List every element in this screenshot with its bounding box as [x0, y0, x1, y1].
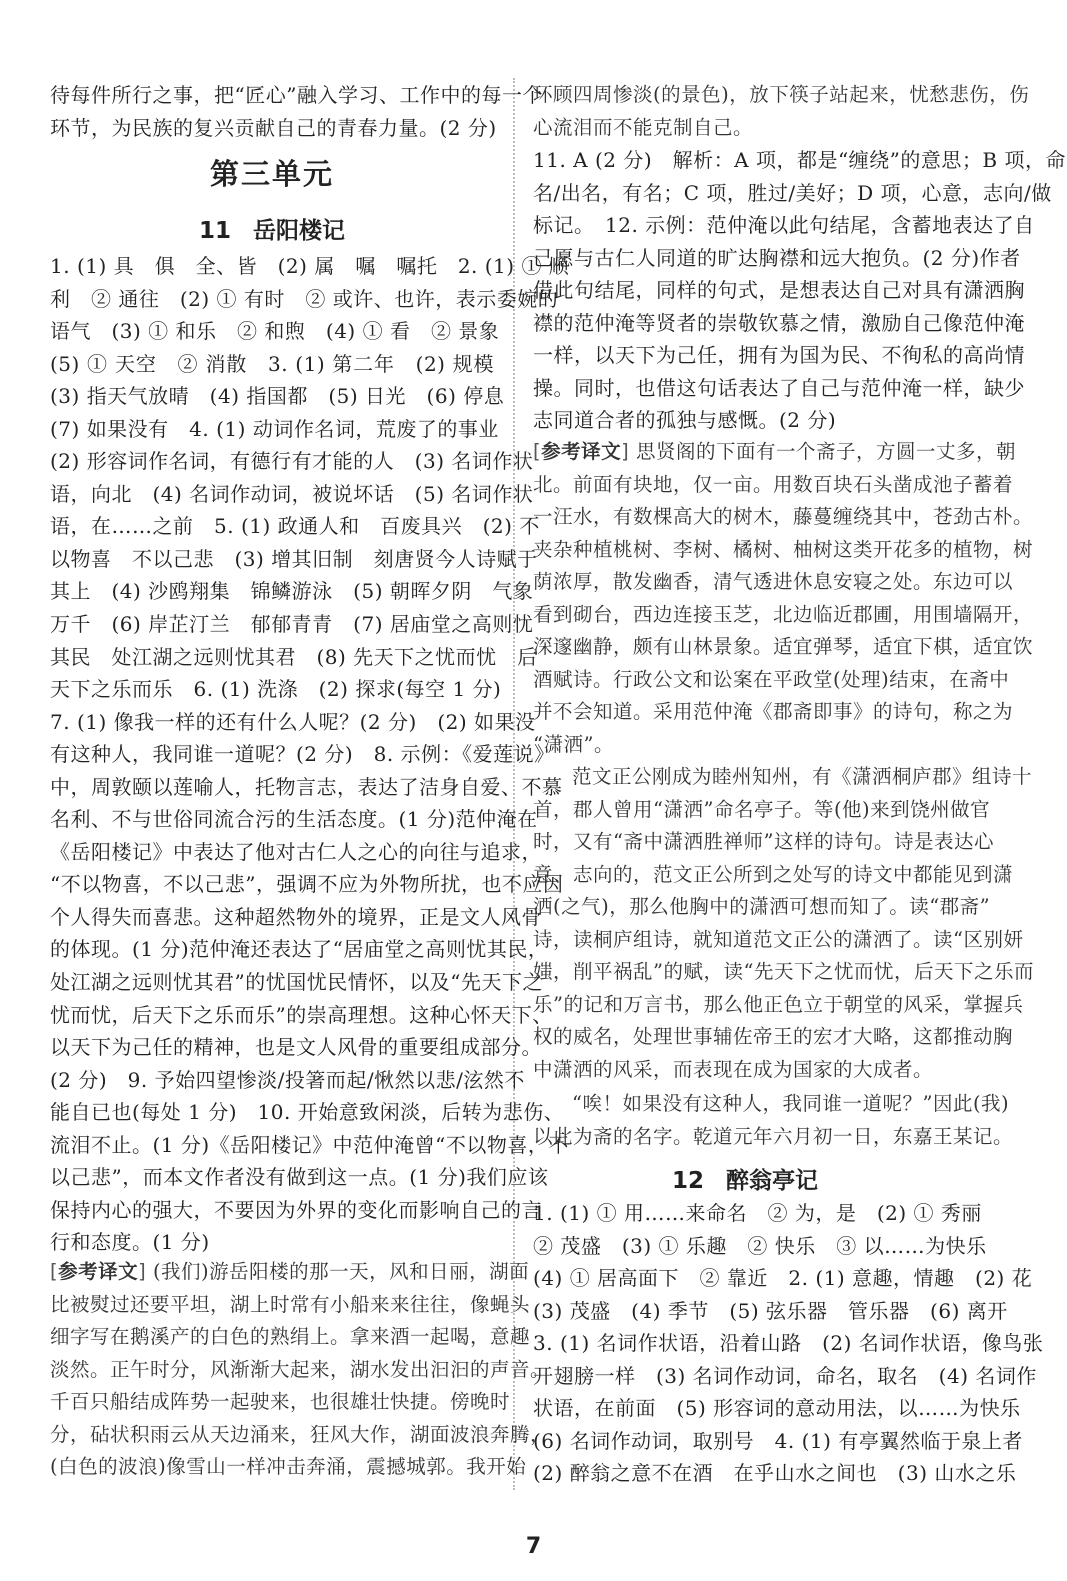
text-line: 权的威名，处理世事辅佐帝王的宏才大略，这都推动胸 — [533, 1025, 1014, 1049]
text-line: (2) 醉翁之意不在酒 在乎山水之间也 (3) 山水之乐 — [533, 1461, 1017, 1486]
text-line: 中，周敦颐以莲喻人，托物言志，表达了洁身自爱、不慕 — [50, 774, 563, 799]
text-line: 3. (1) 名词作状语，沿着山路 (2) 名词作状语，像鸟张 — [533, 1331, 1044, 1356]
translation-paragraph-3 — [533, 1088, 1014, 1153]
lesson-name: 醉翁亭记 — [726, 1168, 818, 1194]
text-line: 借此句结尾，同样的句式，是想表达自己对具有潇洒胸 — [533, 278, 1025, 303]
text-line: 其民 处江湖之远则忧其君 (8) 先天下之忧而忧 后 — [50, 644, 538, 669]
reference-label: [ 参考译文 ] — [533, 440, 629, 463]
text-line: 首，郡人曾用“潇洒”命名亭子。等(他)来到饶州做官 — [533, 797, 991, 821]
text-line: 细字写在鹅溪产的白色的熟绢上。拿来酒一起喝，意趣 — [50, 1325, 531, 1349]
text-line: 语，在……之前 5. (1) 政通人和 百废具兴 (2) 不 — [50, 514, 540, 539]
text-line: 1. (1) ① 用……来命名 ② 为，是 (2) ① 秀丽 — [533, 1201, 982, 1225]
text-line: (5) ① 天空 ② 消散 3. (1) 第二年 (2) 规模 — [50, 351, 494, 376]
reference-lines — [533, 469, 1034, 762]
text-line: 标记。 12. 示例：范仲淹以此句结尾，含蓄地表达了自 — [533, 213, 1035, 238]
text-line: 以己悲”，而本文作者没有做到这一点。(1 分)我们应该 — [50, 1165, 549, 1190]
unit-title: 第三单元 — [209, 157, 334, 191]
text-line: “唉！如果没有这种人，我同谁一道呢？”因此(我) — [572, 1092, 1010, 1115]
text-line: 看到砌台，西边连接玉芝，北边临近郡圃，用围墙隔开， — [533, 602, 1034, 626]
text-line: (3) 指天气放晴 (4) 指国都 (5) 日光 (6) 停息 — [50, 384, 505, 409]
lesson-11-answers-continued — [533, 144, 1066, 437]
text-line: 11. A (2 分) 解析：A 项，都是“缠绕”的意思；B 项，命 — [533, 148, 1066, 172]
lesson-12-answers — [533, 1197, 1044, 1490]
text-line: 乐”的记和万言书，那么他正色立于朝堂的风采，掌握兵 — [533, 992, 1024, 1016]
text-line: 名利、不与世俗同流合污的生活态度。(1 分)范仲淹在 — [50, 807, 538, 832]
text-line: 名/出名，有名；C 项，胜过/美好；D 项，心意，志向/做 — [533, 180, 1052, 205]
text-line: 行和态度。(1 分) — [50, 1230, 210, 1255]
text-line: (7) 如果没有 4. (1) 动词作名词，荒废了的事业 — [50, 416, 499, 441]
text-line: 一汪水，有数棵高大的树木，藤蔓缠绕其中，苍劲古朴。 — [533, 505, 1034, 529]
lesson-11-answers — [50, 250, 570, 1259]
text-line: 万千 (6) 岸芷汀兰 郁郁青青 (7) 居庙堂之高则忧 — [50, 612, 534, 637]
text-line: (3) 茂盛 (4) 季节 (5) 弦乐器 管乐器 (6) 离开 — [533, 1298, 1008, 1323]
text-line: 志同道合者的孤独与感慨。(2 分) — [533, 408, 837, 433]
text-line: 以此为斋的名字。乾道元年六月初一日，东嘉王某记。 — [533, 1124, 1014, 1148]
text-line: 洒(之气)，那么他胸中的潇洒可想而知了。读“郡斋” — [533, 895, 991, 919]
text-line: 酒赋诗。行政公文和讼案在平政堂(处理)结束，在斋中 — [533, 667, 1010, 691]
text-line: 处江湖之远则忧其君”的忧国忧民情怀，以及“先天下之 — [50, 970, 543, 995]
text-line: 状语，在前面 (5) 形容词的意动用法，以……为快乐 — [533, 1396, 1021, 1421]
lesson-name: 岳阳楼记 — [253, 218, 345, 244]
reference-text: 思贤阁的下面有一个斋子，方圆一丈多，朝 — [635, 440, 1016, 463]
text-line: 有这种人，我同谁一道呢？(2 分) 8. 示例：《爱莲说》 — [50, 742, 555, 767]
text-line: 《岳阳楼记》中表达了他对古仁人之心的向往与追求， — [50, 839, 542, 864]
reference-text: (我们)游岳阳楼的那一天，风和日丽，湖面 — [152, 1260, 530, 1283]
text-line: 以天下为己任的精神，也是文人风骨的重要组成部分。 — [50, 1035, 542, 1060]
text-line: 夹杂种植桃树、李树、橘树、柚树这类开花多的植物，树 — [533, 537, 1034, 561]
text-line: (2 分) 9. 予始四望惨淡/投箸而起/愀然以悲/泫然不 — [50, 1067, 525, 1092]
text-line: ② 茂盛 (3) ① 乐趣 ② 快乐 ③ 以……为快乐 — [533, 1233, 987, 1258]
text-line: 利 ② 通往 (2) ① 有时 ② 或许、也许，表示委婉的 — [50, 286, 559, 311]
text-line: 意、志向的，范文正公所到之处写的诗文中都能见到潇 — [533, 862, 1014, 886]
lesson-11-title — [50, 212, 494, 245]
text-line: 1. (1) 具 俱 全、皆 (2) 属 嘱 嘱托 2. (1) ① 顺 — [50, 254, 570, 278]
text-line: 流泪不止。(1 分)《岳阳楼记》中范仲淹曾“不以物喜，不 — [50, 1132, 569, 1157]
text-line: 能自已也(每处 1 分) 10. 开始意致闲淡，后转为悲伤、 — [50, 1100, 565, 1125]
text-line: 一样，以天下为己任，拥有为国为民、不徇私的高尚情 — [533, 343, 1025, 368]
text-line: 淡然。正午时分，风渐渐大起来，湖水发出汩汩的声音。 — [50, 1357, 551, 1381]
text-line: 心流泪而不能克制自己。 — [533, 115, 754, 139]
text-line: 襟的范仲淹等贤者的崇敬钦慕之情，激励自己像范仲淹 — [533, 310, 1025, 335]
text-line: 环顾四周惨淡(的景色)，放下筷子站起来，忧愁悲伤，伤 — [533, 83, 1030, 106]
translation-paragraph-2 — [533, 761, 1034, 1086]
text-line: 时，又有“斋中潇洒胜禅师”这样的诗句。诗是表达心 — [533, 830, 994, 854]
text-line: 并不会知道。采用范仲淹《郡斋即事》的诗句，称之为 — [533, 700, 1014, 724]
intro-paragraph — [50, 79, 543, 144]
text-line: 语气 (3) ① 和乐 ② 和煦 (4) ① 看 ② 景象 — [50, 319, 500, 344]
text-line: “不以物喜，不以己悲”，强调不应为外物所扰，也不应因 — [50, 872, 564, 897]
lesson-12-title — [533, 1162, 957, 1195]
text-line: 天下之乐而乐 6. (1) 洗涤 (2) 探求(每空 1 分) — [50, 677, 502, 702]
text-line: 分，砧状积雨云从天边涌来，狂风大作，湖面波浪奔腾， — [50, 1422, 551, 1446]
text-line: “潇洒”。 — [533, 732, 614, 756]
text-line: 荫浓厚，散发幽香，清气透进休息安寝之处。东边可以 — [533, 570, 1014, 594]
lesson-11-reference-translation — [50, 1256, 551, 1484]
text-line: 诗，读桐庐组诗，就知道范文正公的潇洒了。读“区别妍 — [533, 927, 1024, 951]
reference-first-line — [533, 436, 1016, 469]
text-line: 其上 (4) 沙鸥翔集 锦鳞游泳 (5) 朝晖夕阴 气象 — [50, 579, 534, 604]
text-line: 媸，削平祸乱”的赋，读“先天下之忧而忧，后天下之乐而 — [533, 960, 1034, 984]
text-line: 北。前面有块地，仅一亩。用数百块石头凿成池子蓄着 — [533, 472, 1014, 496]
text-line: 语，向北 (4) 名词作动词，被说坏话 (5) 名词作状 — [50, 481, 534, 506]
text-line: 环节，为民族的复兴贡献自己的青春力量。(2 分) — [50, 115, 497, 140]
page-number: 7 — [525, 1534, 542, 1559]
lesson-12-reference-translation — [533, 436, 1034, 761]
text-line: 个人得失而喜悲。这种超然物外的境界，正是文人风骨 — [50, 904, 542, 929]
text-line: 中潇洒的风采，而表现在成为国家的大成者。 — [533, 1057, 934, 1081]
text-line: (2) 形容词作名词，有德行有才能的人 (3) 名词作状 — [50, 449, 534, 474]
translation-continued — [533, 79, 1030, 144]
reference-label: [ 参考译文 ] — [50, 1260, 146, 1283]
text-line: 7. (1) 像我一样的还有什么人呢？(2 分) (2) 如果没 — [50, 709, 536, 734]
text-line: (6) 名词作动词，取别号 4. (1) 有亭翼然临于泉上者 — [533, 1428, 1023, 1453]
text-line: (4) ① 居高面下 ② 靠近 2. (1) 意趣，情趣 (2) 花 — [533, 1266, 1033, 1291]
reference-first-line — [50, 1256, 530, 1289]
text-line: 千百只船结成阵势一起驶来，也很雄壮快捷。傍晚时 — [50, 1390, 511, 1414]
reference-lines — [50, 1289, 551, 1484]
text-line: 的体现。(1 分)范仲淹还表达了“居庙堂之高则忧其民， — [50, 937, 549, 962]
lesson-number: 12 — [671, 1168, 704, 1194]
lesson-number: 11 — [198, 218, 231, 244]
text-line: 待每件所行之事，把“匠心”融入学习、工作中的每一个 — [50, 83, 543, 107]
text-line: 操。同时，也借这句话表达了自己与范仲淹一样，缺少 — [533, 375, 1025, 400]
text-line: 己愿与古仁人同道的旷达胸襟和远大抱负。(2 分)作者 — [533, 245, 1021, 270]
text-line: 忧而忧，后天下之乐而乐”的崇高理想。这种心怀天下、 — [50, 1002, 553, 1027]
text-line: 比被熨过还要平坦，湖上时常有小船来来往往，像蝇头 — [50, 1292, 531, 1316]
text-line: 深邃幽静，颇有山林景象。适宜弹琴，适宜下棋，适宜饮 — [533, 635, 1034, 659]
text-line: (白色的波浪)像雪山一样冲击奔涌，震撼城郭。我开始 — [50, 1455, 527, 1479]
text-line: 开翅膀一样 (3) 名词作动词，命名，取名 (4) 名词作 — [533, 1363, 1037, 1388]
text-line: 以物喜 不以己悲 (3) 增其旧制 刻唐贤今人诗赋于 — [50, 546, 538, 571]
text-line: 保持内心的强大，不要因为外界的变化而影响自己的言 — [50, 1197, 542, 1222]
text-line: 范文正公刚成为睦州知州，有《潇洒桐庐郡》组诗十 — [572, 765, 1033, 788]
